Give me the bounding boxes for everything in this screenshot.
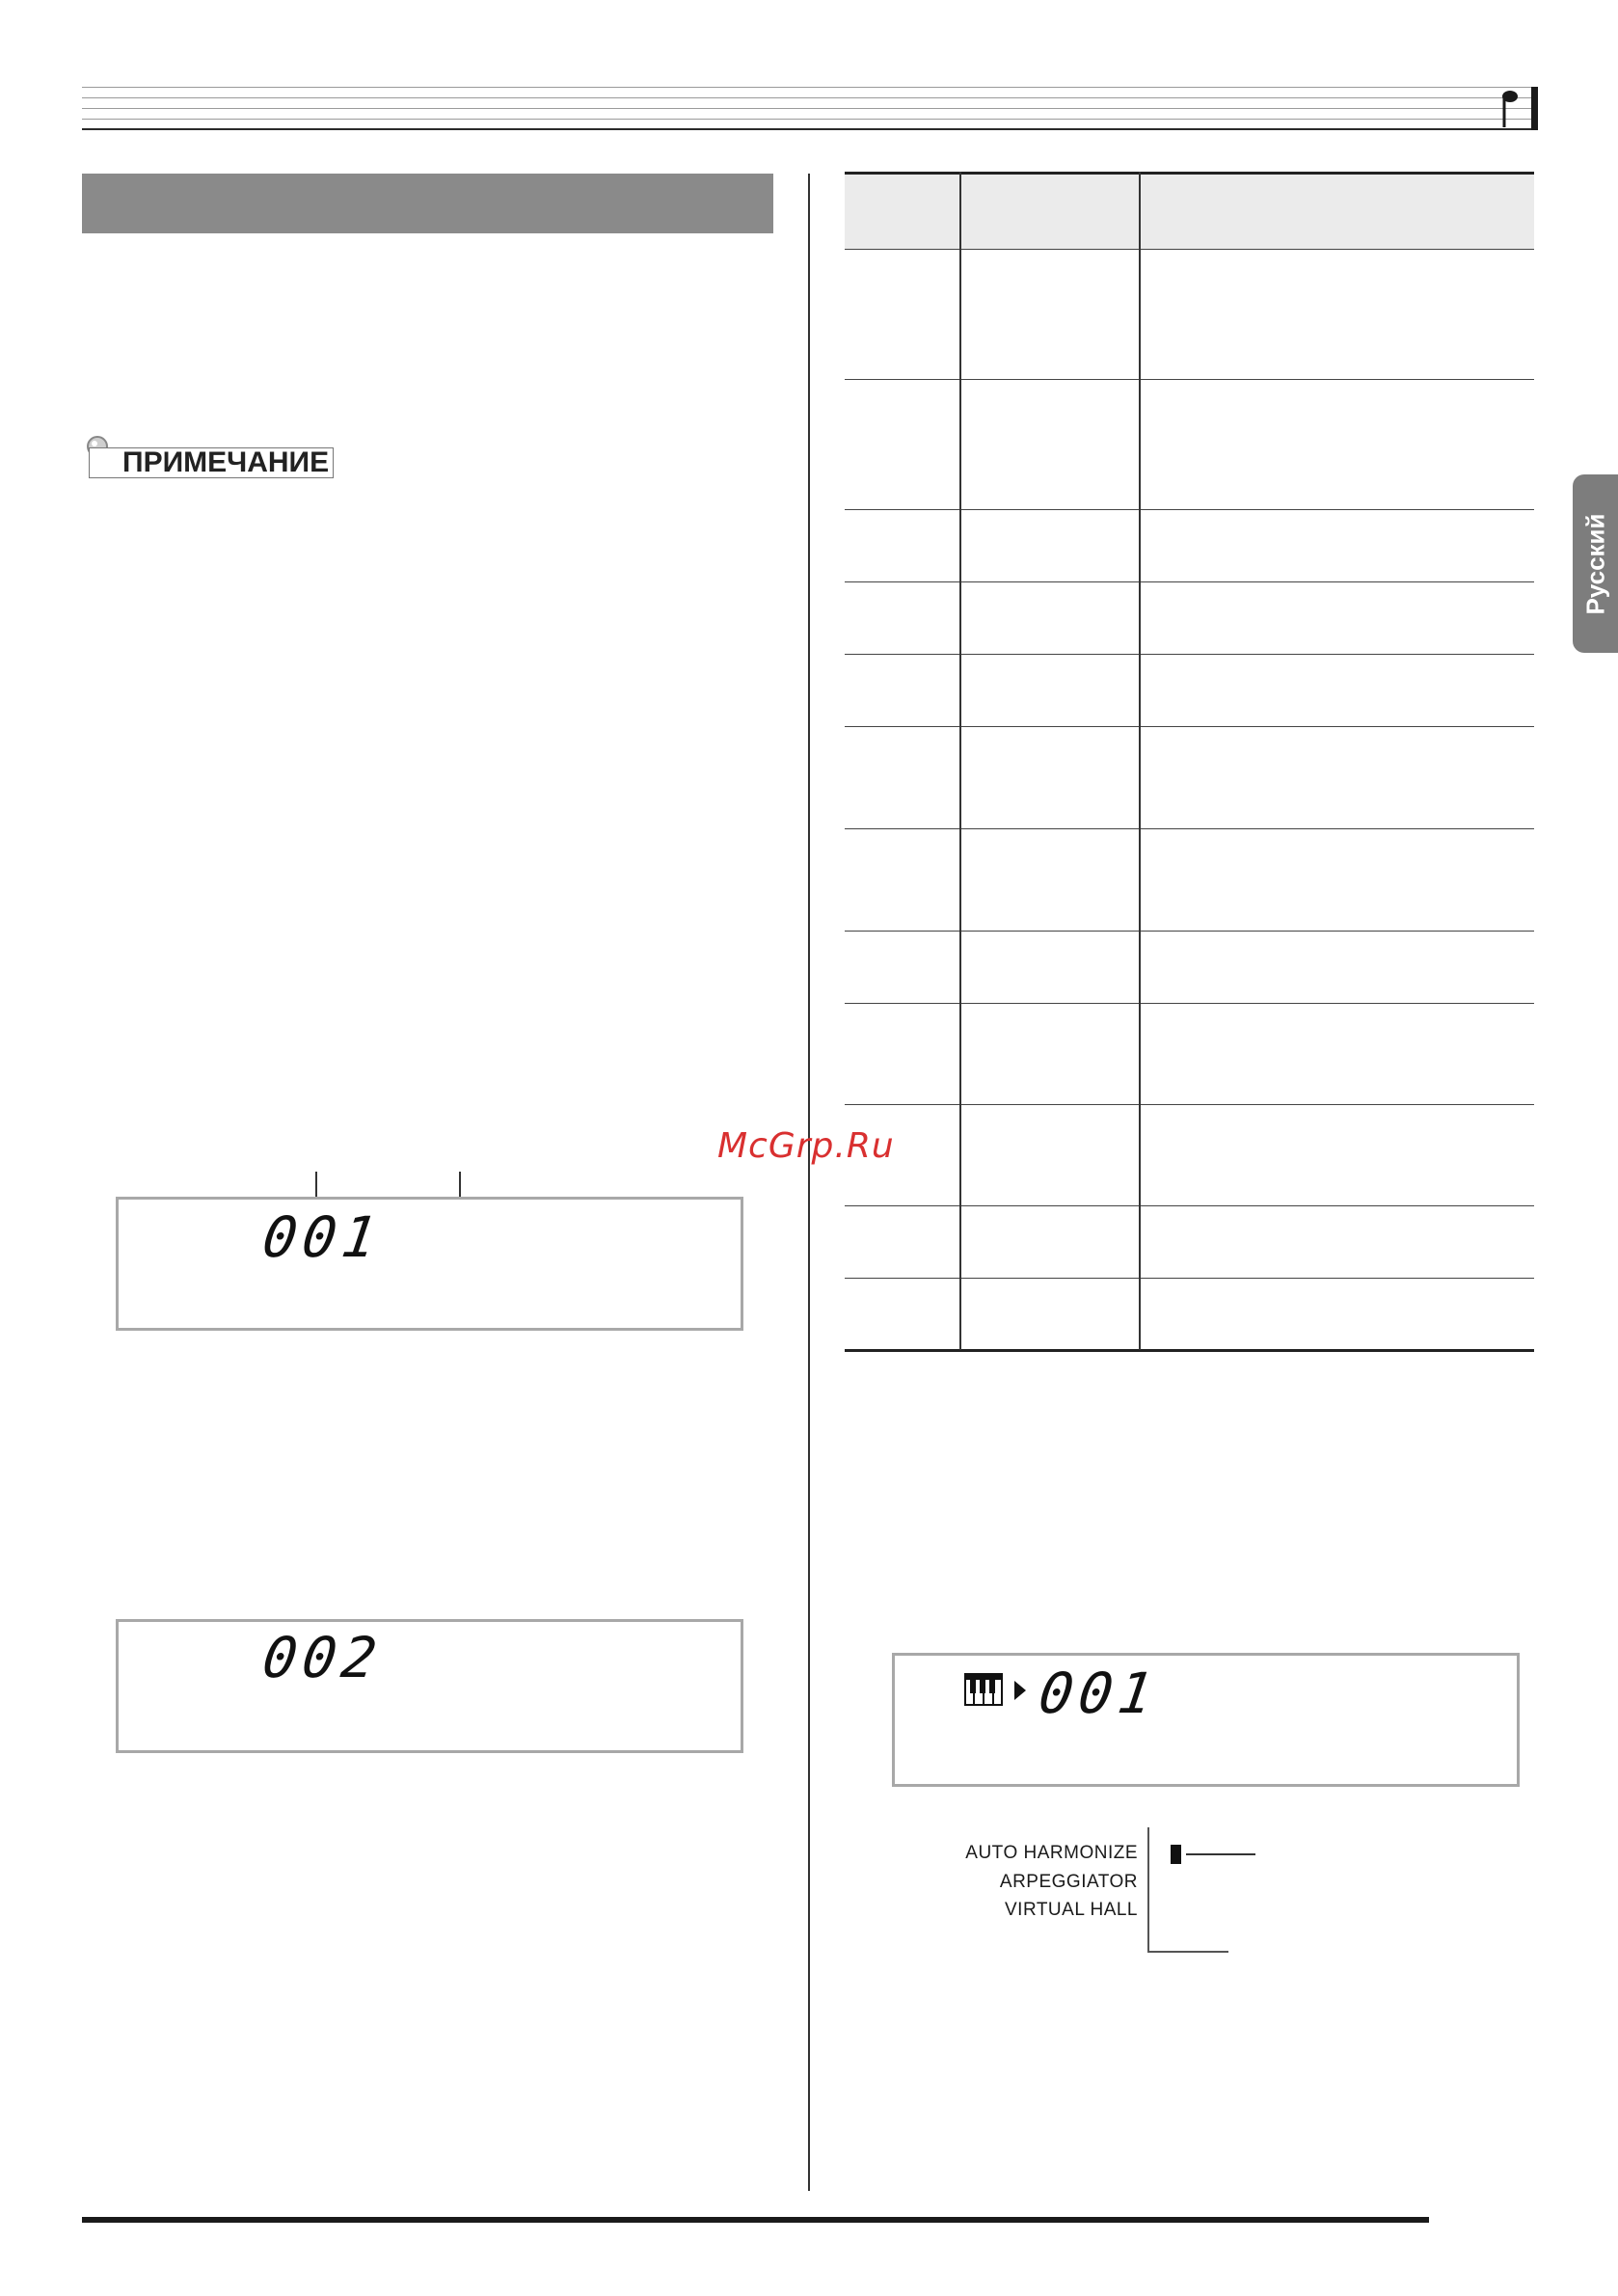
- lcd-display-3: [892, 1653, 1520, 1787]
- watermark-text: McGrp.Ru: [717, 1126, 895, 1166]
- indicator-virtual-hall: VIRTUAL HALL: [1005, 1900, 1138, 1920]
- keyboard-icon: [964, 1673, 1003, 1706]
- column-divider: [808, 174, 810, 2191]
- language-tab[interactable]: [1573, 474, 1618, 653]
- header-staff: [82, 87, 1533, 130]
- table-header-row: [845, 172, 1534, 249]
- indicator-auto-harmonize: AUTO HARMONIZE: [965, 1843, 1138, 1863]
- language-tab-label: Русский: [1580, 512, 1609, 615]
- data-table: [845, 172, 1534, 1352]
- indicator-bracket-vertical: [1147, 1827, 1149, 1953]
- staff-end-bar: [1531, 87, 1538, 130]
- indicator-arpeggiator: ARPEGGIATOR: [999, 1872, 1138, 1892]
- section-heading-bar: [82, 174, 773, 233]
- lcd-display-2: [116, 1619, 743, 1753]
- indicator-marker: [1171, 1845, 1181, 1864]
- music-note-icon: [1497, 89, 1525, 129]
- lcd-display-1: [116, 1197, 743, 1331]
- indicator-pointer-line: [1186, 1853, 1255, 1855]
- indicator-bracket-bottom: [1147, 1951, 1228, 1953]
- lcd-digits: 001: [258, 1204, 387, 1270]
- play-arrow-icon: [1014, 1681, 1026, 1700]
- lcd-digits: 001: [1035, 1661, 1163, 1726]
- lcd-digits: 002: [258, 1625, 387, 1690]
- footer-rule: [82, 2217, 1429, 2223]
- note-label: ПРИМЕЧАНИЕ: [89, 447, 334, 478]
